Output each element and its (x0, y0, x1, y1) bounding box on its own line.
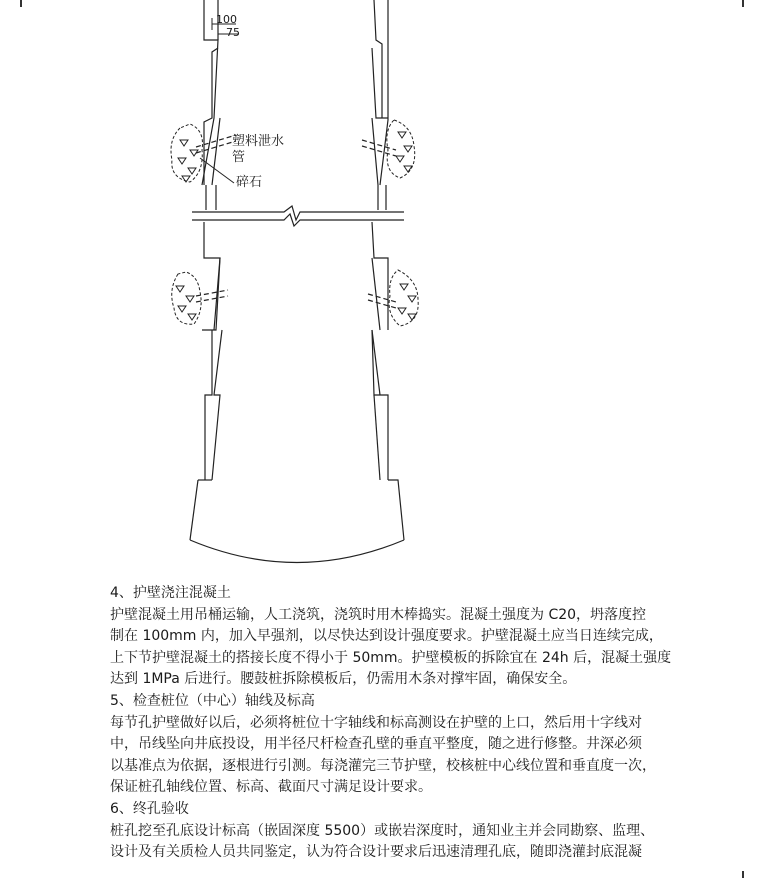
label-drain-pipe: 塑料泄水 (232, 134, 285, 149)
paragraph-line: 护壁混凝土用吊桶运输，人工浇筑，浇筑时用木棒捣实。混凝土强度为 C20，坍落度控 (110, 606, 647, 623)
page-corner-mark-right (742, 0, 744, 7)
drain-pipes (196, 135, 396, 308)
paragraph-line: 中，吊线坠向井底投设，用半径尺杆检查孔壁的垂直平整度，随之进行修整。井深必须 (110, 736, 642, 753)
pile-bottom (190, 540, 404, 563)
paragraph-line: 以基准点为依据，逐根进行引测。每浇灌完三节护壁，校核桩中心线位置和垂直度一次， (110, 757, 656, 774)
heading-6: 6、终孔验收 (110, 800, 189, 817)
right-wall (372, 0, 404, 540)
page-corner-mark-left (20, 0, 22, 7)
dimension-75: 75 (226, 26, 240, 39)
paragraph-line: 达到 1MPa 后进行。腰鼓桩拆除模板后，仍需用木条对撑牢固，确保安全。 (110, 671, 577, 688)
label-drain-pipe-cont: 管 (232, 150, 246, 165)
paragraph-line: 设计及有关质检人员共同鉴定，认为符合设计要求后迅速清理孔底，随即浇灌封底混凝 (110, 844, 642, 861)
construction-text (110, 583, 722, 864)
paragraph-line: 制在 100mm 内，加入早强剂，以尽快达到设计强度要求。护壁混凝土应当日连续完成， (110, 628, 663, 645)
dimension-100: 100 (216, 13, 237, 26)
left-wall (190, 0, 222, 540)
paragraph-line: 上下节护壁混凝土的搭接长度不得小于 50mm。护壁模板的拆除宜在 24h 后，混凝土强度 (110, 649, 672, 666)
heading-5: 5、检查桩位（中心）轴线及标高 (110, 692, 315, 709)
label-gravel: 碎石 (236, 175, 263, 190)
paragraph-line: 保证桩孔轴线位置、标高、截面尺寸满足设计要求。 (110, 779, 432, 796)
page-corner-mark-bottom (742, 871, 744, 878)
paragraph-line: 每节孔护壁做好以后，必须将桩位十字轴线和标高测设在护壁的上口，然后用十字线对 (110, 714, 642, 731)
paragraph-line: 桩孔挖至孔底设计标高（嵌固深度 5500）或嵌岩深度时，通知业主并会同勘察、监理、 (110, 822, 655, 839)
heading-4: 4、护壁浇注混凝土 (110, 585, 231, 601)
